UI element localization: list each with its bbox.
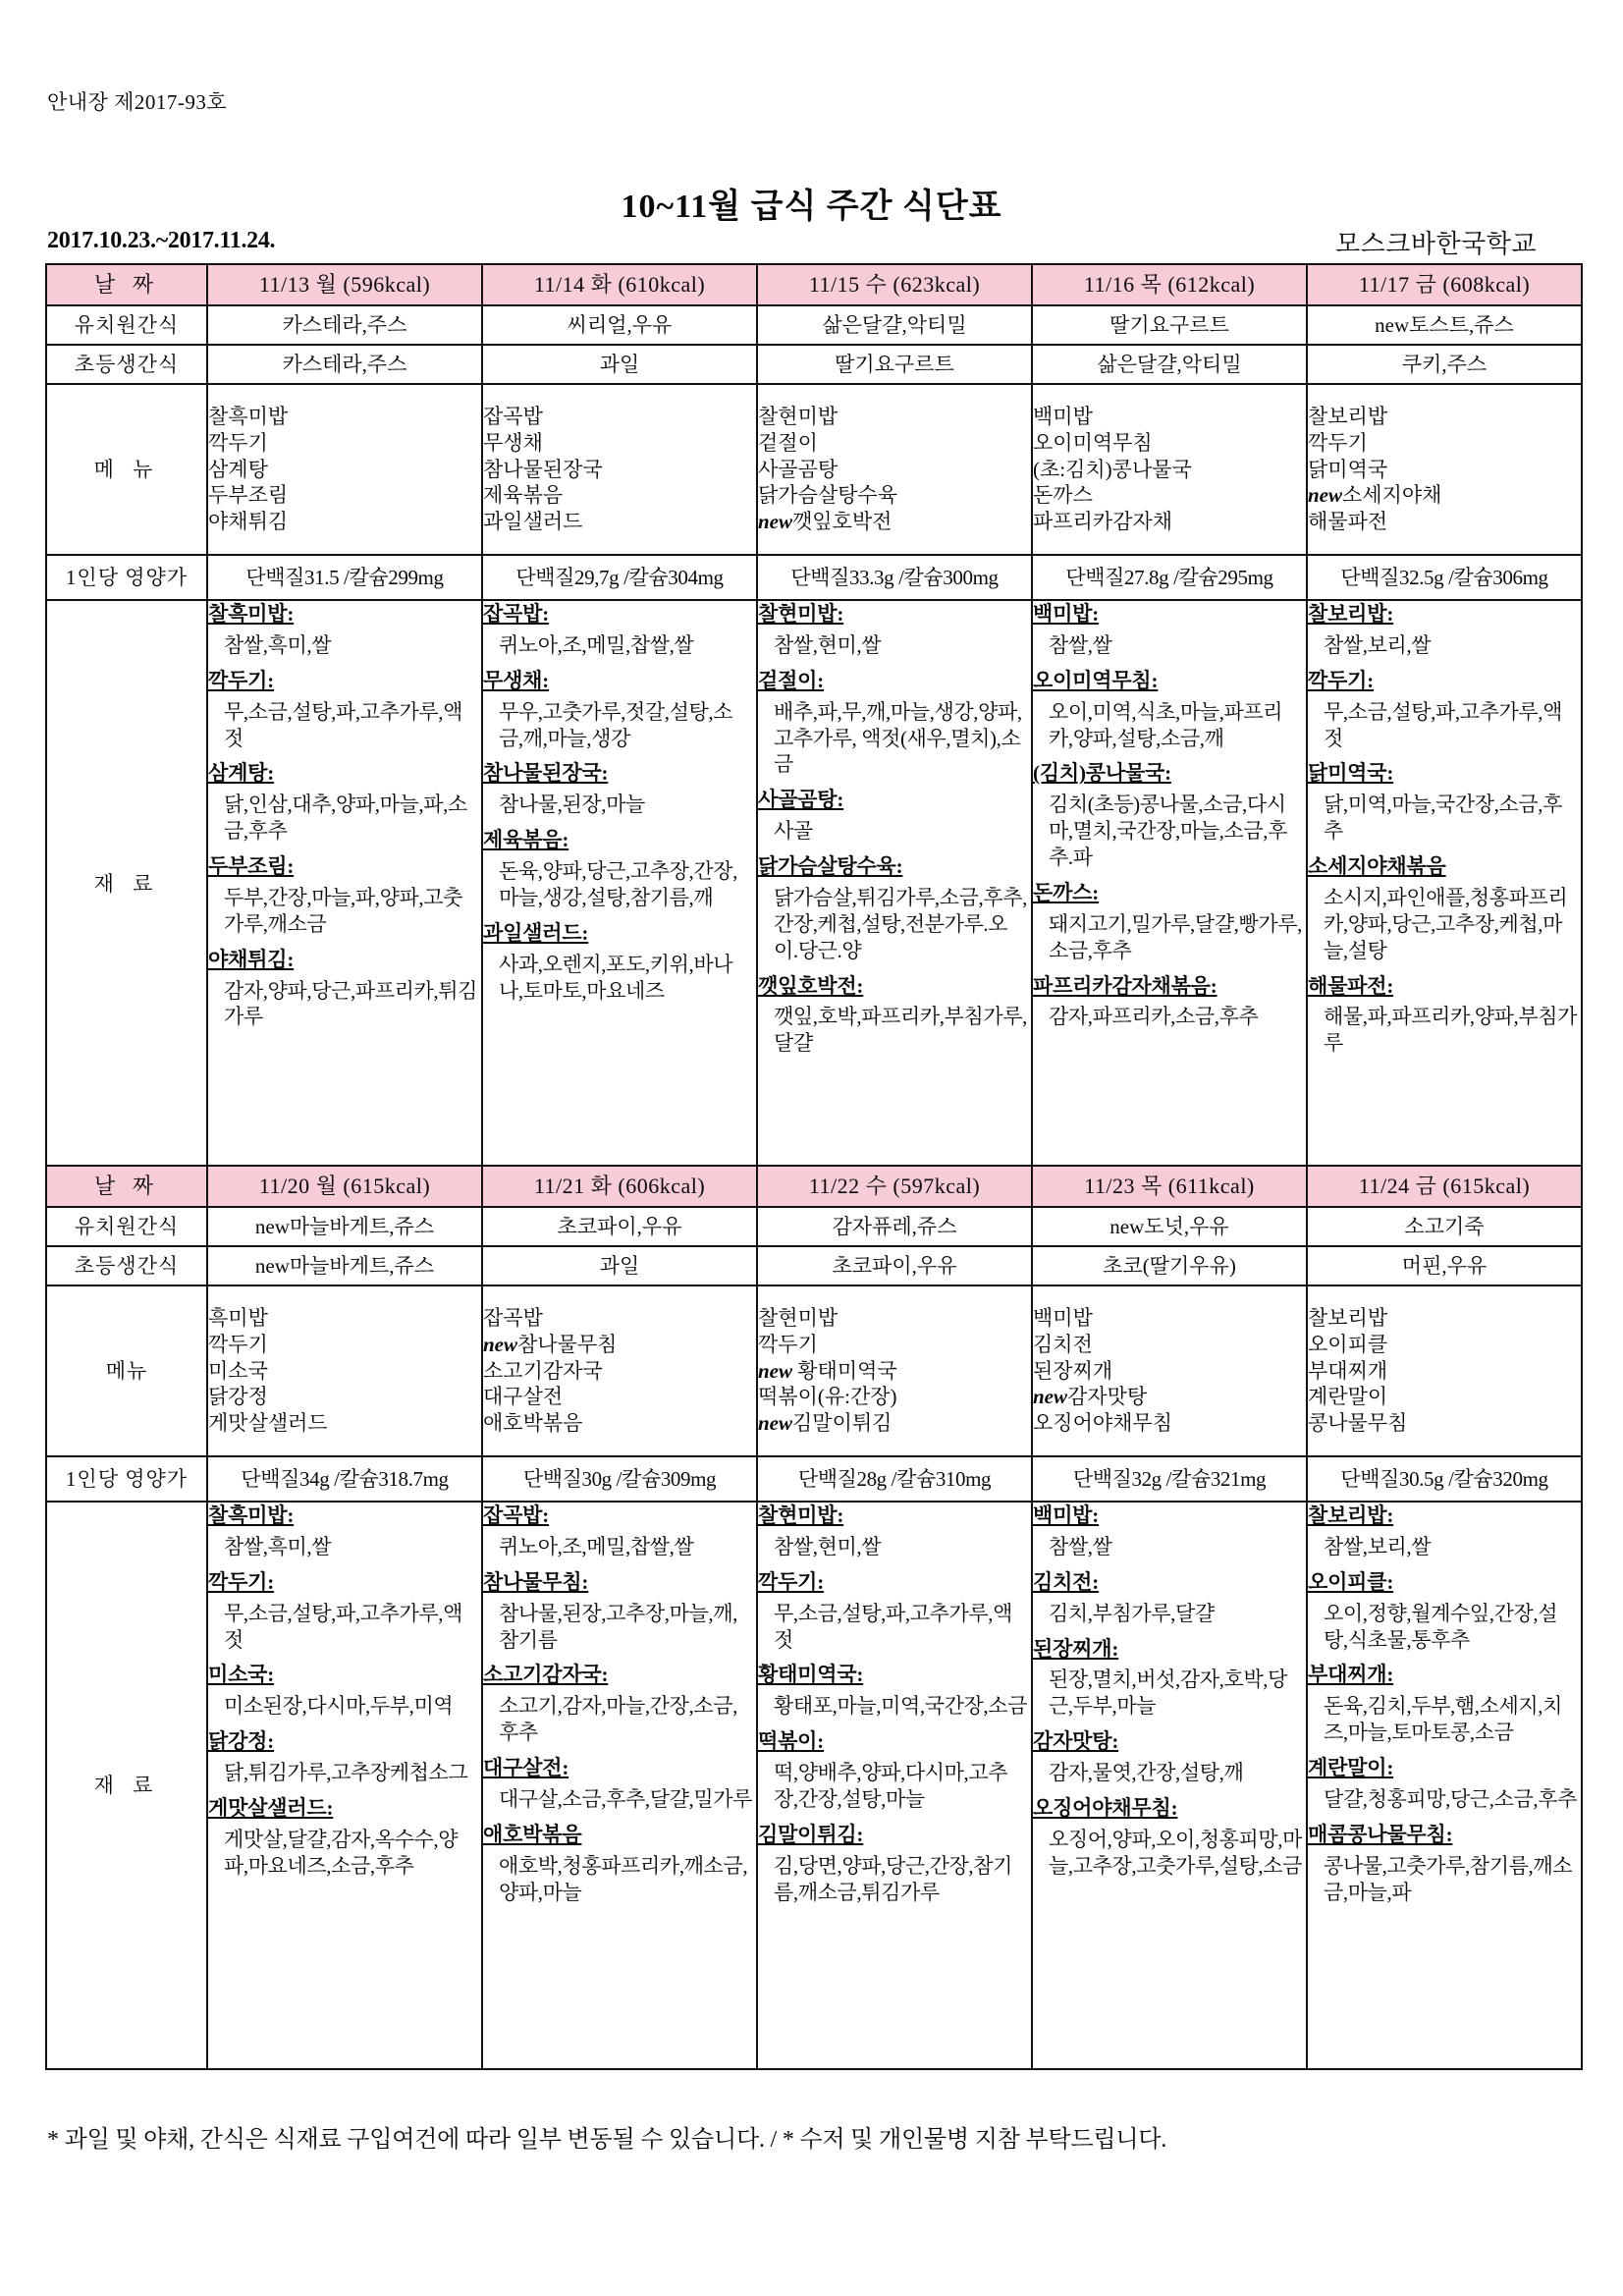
- ingredient-list: 대구살,소금,후추,달걀,밀가루: [499, 1786, 753, 1811]
- ingredient-dish-name: 찰보리밥:: [1308, 602, 1394, 626]
- ingredient-dish-name: 백미밥:: [1033, 602, 1100, 626]
- elementary-snack-cell: 과일: [482, 1246, 757, 1285]
- menu-cell: [207, 1285, 482, 1456]
- ingredient-dish-name: 대구살전:: [483, 1756, 569, 1779]
- ingredient-list: 무,소금,설탕,파,고추가루,액젓: [774, 1601, 1012, 1652]
- menu-item: 떡볶이(유:간장): [758, 1385, 897, 1409]
- menu-item: 제육볶음: [483, 483, 564, 508]
- menu-item: 찰보리밥: [1308, 404, 1388, 428]
- menu-cell: [757, 1285, 1032, 1456]
- day-header-cell: 11/15 수 (623kcal): [757, 264, 1032, 305]
- ingredient-list: 오이,정향,월계수잎,간장,설탕,식초물,통후추: [1324, 1601, 1558, 1652]
- table-row-elementary-snack: [46, 345, 1582, 384]
- ingredient-dish-name: 무생채:: [483, 668, 550, 692]
- ingredient-list: 사과,오렌지,포도,키위,바나나,토마토,마요네즈: [499, 952, 733, 1003]
- ingredient-list: 참나물,된장,마늘: [499, 793, 645, 817]
- elementary-snack-cell: 쿠키,주스: [1307, 345, 1582, 384]
- menu-item: 닭미역국: [1308, 457, 1388, 481]
- ingredient-list: 소시지,파인애플,청홍파프리카,양파,당근,고추장,케첩,마늘,설탕: [1324, 885, 1568, 962]
- ingredient-list: 달걀,청홍피망,당근,소금,후추: [1324, 1786, 1578, 1811]
- menu-item: 야채튀김: [208, 510, 289, 534]
- day-header-cell: 11/20 월 (615kcal): [207, 1166, 482, 1207]
- ingredient-dish-name: 참나물된장국:: [483, 761, 609, 786]
- menu-item: 찰보리밥: [1308, 1305, 1388, 1330]
- menu-item: 백미밥: [1033, 1305, 1093, 1330]
- menu-item: 무생채: [483, 430, 543, 455]
- ingredient-list: 김치(초등)콩나물,소금,다시마,멸치,국간장,마늘,소금,후추.파: [1049, 793, 1287, 869]
- ingredient-list: 애호박,청홍파프리카,깨소금,양파,마늘: [499, 1853, 748, 1904]
- nutrition-cell: 단백질29,7g /칼슘304mg: [482, 555, 757, 600]
- ingredients-cell: [207, 600, 482, 1168]
- menu-item: 잡곡밥: [483, 1305, 543, 1330]
- ingredient-list: 감자,파프리카,소금,후추: [1049, 1005, 1259, 1029]
- ingredient-dish-name: 깻잎호박전:: [758, 973, 864, 998]
- ingredient-dish-name: 과일샐러드:: [483, 920, 589, 945]
- ingredients-cell: [757, 1502, 1032, 2069]
- row-label-nutrition: 1인당 영양가: [46, 555, 207, 600]
- menu-item: 게맛살샐러드: [208, 1411, 328, 1436]
- day-header-cell: 11/24 금 (615kcal): [1307, 1166, 1582, 1207]
- elementary-snack-cell: 초코(딸기우유): [1032, 1246, 1307, 1285]
- kindergarten-snack-cell: 씨리얼,우유: [482, 305, 757, 345]
- elementary-snack-cell: 삶은달걀,악티밀: [1032, 345, 1307, 384]
- ingredient-dish-name: 오이미역무침:: [1033, 668, 1159, 692]
- ingredient-dish-name: 깍두기:: [208, 1569, 275, 1594]
- document-number: 안내장 제2017-93호: [47, 90, 228, 114]
- menu-item: 두부조림: [208, 483, 289, 508]
- ingredient-list: 무우,고춧가루,젓갈,설탕,소금,깨,마늘,생강: [499, 699, 733, 750]
- menu-item: 삼계탕: [208, 457, 268, 481]
- kindergarten-snack-cell: new도넛,우유: [1032, 1207, 1307, 1246]
- menu-item: new소세지야채: [1308, 483, 1442, 508]
- ingredient-dish-name: 된장찌개:: [1033, 1636, 1119, 1661]
- ingredient-dish-name: 파프리카감자채볶음:: [1033, 973, 1217, 998]
- menu-item: 해물파전: [1308, 510, 1388, 534]
- nutrition-cell: 단백질32g /칼슘321mg: [1032, 1456, 1307, 1502]
- kindergarten-snack-cell: 초코파이,우유: [482, 1207, 757, 1246]
- row-label-kindergarten-snack: 유치원간식: [46, 1207, 207, 1246]
- table-row-menu: [46, 384, 1582, 555]
- menu-cell: [1032, 384, 1307, 555]
- menu-item: 닭가슴살탕수육: [758, 483, 898, 508]
- ingredient-list: 깻잎,호박,파프리카,부침가루,달걀: [774, 1005, 1028, 1056]
- ingredient-list: 참쌀,쌀: [1049, 632, 1112, 657]
- menu-item: 애호박볶음: [483, 1411, 583, 1436]
- row-label-ingredients: 재 료: [46, 1502, 207, 2069]
- ingredient-list: 해물,파,파프리카,양파,부침가루: [1324, 1005, 1578, 1056]
- week2-menu-table: [45, 1165, 1583, 2070]
- ingredient-dish-name: 사골곰탕:: [758, 788, 844, 812]
- ingredient-dish-name: 닭미역국:: [1308, 761, 1394, 786]
- menu-item: 겉절이: [758, 430, 818, 455]
- ingredient-list: 돼지고기,밀가루,달걀,빵가루,소금,후추: [1049, 911, 1303, 962]
- ingredient-dish-name: 깍두기:: [208, 668, 275, 692]
- ingredient-dish-name: 부대찌개:: [1308, 1663, 1394, 1687]
- menu-item: 깍두기: [758, 1332, 818, 1356]
- nutrition-cell: 단백질32.5g /칼슘306mg: [1307, 555, 1582, 600]
- ingredient-list: 닭가슴살,튀김가루,소금,후추,간장,케첩,설탕,전분가루.오이.당근.양: [774, 885, 1028, 962]
- ingredient-list: 참나물,된장,고추장,마늘,깨,참기름: [499, 1601, 737, 1652]
- nutrition-cell: 단백질34g /칼슘318.7mg: [207, 1456, 482, 1502]
- ingredient-list: 무,소금,설탕,파,고추가루,액젓: [224, 699, 462, 750]
- ingredient-dish-name: 오징어야채무침:: [1033, 1795, 1178, 1820]
- elementary-snack-cell: 초코파이,우유: [757, 1246, 1032, 1285]
- ingredient-dish-name: 떡볶이:: [758, 1729, 825, 1754]
- ingredient-list: 닭,튀김가루,고추장케첩소그: [224, 1761, 468, 1784]
- page-title: 10~11월 급식 주간 식단표: [621, 189, 1002, 225]
- ingredient-list: 미소된장,다시마,두부,미역: [224, 1694, 454, 1719]
- menu-item: 깍두기: [208, 1332, 268, 1356]
- ingredient-dish-name: 참나물무침:: [483, 1569, 589, 1594]
- ingredient-dish-name: 겉절이:: [758, 668, 825, 692]
- ingredient-dish-name: 해물파전:: [1308, 973, 1394, 998]
- nutrition-cell: 단백질27.8g /칼슘295mg: [1032, 555, 1307, 600]
- ingredients-cell: [1032, 600, 1307, 1168]
- ingredients-cell: [757, 600, 1032, 1168]
- menu-cell: [1307, 384, 1582, 555]
- row-label-ingredients: 재 료: [46, 600, 207, 1168]
- menu-item: 참나물된장국: [483, 457, 603, 481]
- ingredient-list: 감자,양파,당근,파프리카,튀김가루: [224, 978, 478, 1029]
- menu-item: 오이피클: [1308, 1332, 1388, 1356]
- ingredient-dish-name: 잡곡밥:: [483, 602, 550, 626]
- menu-cell: [1032, 1285, 1307, 1456]
- row-label-elementary-snack: 초등생간식: [46, 345, 207, 384]
- ingredient-dish-name: 백미밥:: [1033, 1503, 1100, 1527]
- menu-item: 사골곰탕: [758, 457, 839, 481]
- table-row-ingredients: [46, 1502, 1582, 2069]
- day-header-cell: 11/16 목 (612kcal): [1032, 264, 1307, 305]
- kindergarten-snack-cell: 카스테라,주스: [207, 305, 482, 345]
- ingredient-list: 돈육,양파,당근,고추장,간장,마늘,생강,설탕,참기름,깨: [499, 859, 737, 909]
- ingredient-list: 김,당면,양파,당근,간장,참기름,깨소금,튀김가루: [774, 1853, 1012, 1904]
- menu-item: 과일샐러드: [483, 510, 583, 534]
- ingredient-list: 돈육,김치,두부,햄,소세지,치즈,마늘,토마토콩,소금: [1324, 1694, 1562, 1745]
- menu-item: new참나물무침: [483, 1332, 618, 1356]
- ingredient-list: 참쌀,현미,쌀: [774, 1534, 882, 1558]
- menu-item: 소고기감자국: [483, 1358, 603, 1383]
- ingredient-list: 참쌀,흑미,쌀: [224, 1534, 332, 1558]
- table-row-elementary-snack: [46, 1246, 1582, 1285]
- menu-cell: [482, 384, 757, 555]
- ingredient-dish-name: 찰보리밥:: [1308, 1503, 1394, 1527]
- ingredient-list: 배추,파,무,깨,마늘,생강,양파,고추가루, 액젓(새우,멸치),소금: [774, 699, 1022, 777]
- ingredient-dish-name: 돈까스:: [1033, 880, 1100, 904]
- row-label-kindergarten-snack: 유치원간식: [46, 305, 207, 345]
- ingredient-dish-name: 깍두기:: [758, 1569, 825, 1594]
- ingredient-list: 무,소금,설탕,파,고추가루,액젓: [224, 1601, 462, 1652]
- ingredient-list: 닭,인삼,대추,양파,마늘,파,소금,후추: [224, 793, 467, 844]
- ingredient-dish-name: 찰현미밥:: [758, 1503, 844, 1527]
- ingredient-dish-name: 야채튀김:: [208, 947, 295, 971]
- ingredient-dish-name: 잡곡밥:: [483, 1503, 550, 1527]
- elementary-snack-cell: 카스테라,주스: [207, 345, 482, 384]
- day-header-cell: 11/14 화 (610kcal): [482, 264, 757, 305]
- menu-item: new깻잎호박전: [758, 510, 893, 534]
- ingredient-list: 참쌀,쌀: [1049, 1534, 1112, 1558]
- menu-item: 부대찌개: [1308, 1358, 1388, 1383]
- menu-item: 흑미밥: [208, 1305, 268, 1330]
- ingredient-dish-name: 깍두기:: [1308, 668, 1375, 692]
- kindergarten-snack-cell: new마늘바게트,쥬스: [207, 1207, 482, 1246]
- table-row-ingredients: [46, 600, 1582, 1168]
- menu-item: 돈까스: [1033, 483, 1093, 508]
- table-row-kindergarten-snack: [46, 305, 1582, 345]
- table-row-nutrition: [46, 555, 1582, 600]
- ingredient-dish-name: 애호박볶음: [483, 1822, 582, 1846]
- nutrition-cell: 단백질30.5g /칼슘320mg: [1307, 1456, 1582, 1502]
- menu-item: 대구살전: [483, 1385, 564, 1409]
- nutrition-cell: 단백질30g /칼슘309mg: [482, 1456, 757, 1502]
- menu-item: 된장찌개: [1033, 1358, 1113, 1383]
- kindergarten-snack-cell: 딸기요구르트: [1032, 305, 1307, 345]
- table-row-dates: [46, 264, 1582, 305]
- table-row-dates: [46, 1166, 1582, 1207]
- ingredient-list: 사골: [774, 819, 813, 844]
- ingredient-list: 무,소금,설탕,파,고추가루,액젓: [1324, 699, 1562, 750]
- day-header-cell: 11/17 금 (608kcal): [1307, 264, 1582, 305]
- table-row-kindergarten-snack: [46, 1207, 1582, 1246]
- menu-item: 김치전: [1033, 1332, 1093, 1356]
- table-row-menu: [46, 1285, 1582, 1456]
- ingredient-list: 된장,멸치,버섯,감자,호박,당근,두부,마늘: [1049, 1667, 1287, 1719]
- menu-item: 찰현미밥: [758, 404, 839, 428]
- footnote: * 과일 및 야채, 간식은 식재료 구입여건에 따라 일부 변동될 수 있습니다. / * 수저 및 개인물병 지참 부탁드립니다.: [47, 2127, 1167, 2153]
- ingredient-dish-name: 미소국:: [208, 1663, 275, 1687]
- ingredient-dish-name: 감자맛탕:: [1033, 1729, 1119, 1754]
- ingredient-dish-name: 닭가슴살탕수육:: [758, 854, 903, 878]
- menu-item: 파프리카감자채: [1033, 510, 1173, 534]
- ingredient-dish-name: 삼계탕:: [208, 761, 275, 786]
- kindergarten-snack-cell: 삶은달걀,악티밀: [757, 305, 1032, 345]
- menu-item: 오이미역무침: [1033, 430, 1153, 455]
- elementary-snack-cell: new마늘바게트,쥬스: [207, 1246, 482, 1285]
- ingredient-dish-name: 김말이튀김:: [758, 1822, 864, 1846]
- ingredient-list: 두부,간장,마늘,파,양파,고춧가루,깨소금: [224, 885, 462, 936]
- ingredient-dish-name: 소고기감자국:: [483, 1663, 609, 1687]
- period-range: 2017.10.23.~2017.11.24.: [47, 228, 276, 253]
- nutrition-cell: 단백질31.5 /칼슘299mg: [207, 555, 482, 600]
- menu-item: 계란말이: [1308, 1385, 1388, 1409]
- ingredient-list: 게맛살,달걀,감자,옥수수,양파,마요네즈,소금,후추: [224, 1827, 459, 1878]
- ingredient-list: 퀴노아,조,메밀,찹쌀,쌀: [499, 632, 694, 657]
- ingredient-list: 참쌀,흑미,쌀: [224, 632, 332, 657]
- school-name: 모스크바한국학교: [1335, 230, 1537, 258]
- ingredient-dish-name: (김치)콩나물국:: [1033, 761, 1171, 786]
- menu-item: 닭강정: [208, 1385, 268, 1409]
- ingredient-list: 김치,부침가루,달걀: [1049, 1601, 1215, 1625]
- table-row-nutrition: [46, 1456, 1582, 1502]
- menu-item: new감자맛탕: [1033, 1385, 1148, 1409]
- row-label-date: 날 짜: [46, 1166, 207, 1207]
- ingredient-list: 떡,양배추,양파,다시마,고추장,간장,설탕,마늘: [774, 1761, 1008, 1811]
- menu-item: 백미밥: [1033, 404, 1093, 428]
- ingredient-list: 콩나물,고춧가루,참기름,깨소금,마늘,파: [1324, 1853, 1573, 1904]
- day-header-cell: 11/21 화 (606kcal): [482, 1166, 757, 1207]
- ingredient-dish-name: 두부조림:: [208, 854, 295, 878]
- ingredients-cell: [482, 600, 757, 1168]
- ingredients-cell: [207, 1502, 482, 2069]
- elementary-snack-cell: 머핀,우유: [1307, 1246, 1582, 1285]
- day-header-cell: 11/23 목 (611kcal): [1032, 1166, 1307, 1207]
- ingredient-list: 참쌀,보리,쌀: [1324, 1534, 1432, 1558]
- ingredient-dish-name: 게맛살샐러드:: [208, 1795, 334, 1820]
- day-header-cell: 11/22 수 (597kcal): [757, 1166, 1032, 1207]
- menu-item: 찰흑미밥: [208, 404, 289, 428]
- ingredient-list: 오징어,양파,오이,청홍피망,마늘,고추장,고춧가루,설탕,소금: [1049, 1827, 1303, 1878]
- week1-menu-table: [45, 263, 1583, 1169]
- ingredient-list: 닭,미역,마늘,국간장,소금,후추: [1324, 793, 1562, 844]
- menu-cell: [1307, 1285, 1582, 1456]
- ingredient-dish-name: 계란말이:: [1308, 1756, 1394, 1779]
- ingredient-dish-name: 김치전:: [1033, 1569, 1100, 1594]
- ingredients-cell: [1307, 600, 1582, 1168]
- elementary-snack-cell: 딸기요구르트: [757, 345, 1032, 384]
- menu-item: 깍두기: [1308, 430, 1368, 455]
- menu-item: 깍두기: [208, 430, 268, 455]
- ingredients-cell: [1032, 1502, 1307, 2069]
- row-label-menu: 메뉴: [46, 1285, 207, 1456]
- ingredient-dish-name: 닭강정:: [208, 1729, 275, 1754]
- row-label-nutrition: 1인당 영양가: [46, 1456, 207, 1502]
- ingredient-list: 참쌀,현미,쌀: [774, 632, 882, 657]
- ingredient-dish-name: 찰흑미밥:: [208, 602, 295, 626]
- ingredient-dish-name: 찰흑미밥:: [208, 1503, 295, 1527]
- menu-cell: [207, 384, 482, 555]
- ingredient-dish-name: 제육볶음:: [483, 828, 569, 852]
- ingredient-list: 퀴노아,조,메밀,찹쌀,쌀: [499, 1534, 694, 1558]
- ingredient-dish-name: 오이피클:: [1308, 1569, 1394, 1594]
- ingredients-cell: [1307, 1502, 1582, 2069]
- nutrition-cell: 단백질33.3g /칼슘300mg: [757, 555, 1032, 600]
- ingredient-list: 황태포,마늘,미역,국간장,소금: [774, 1694, 1028, 1719]
- nutrition-cell: 단백질28g /칼슘310mg: [757, 1456, 1032, 1502]
- row-label-date: 날 짜: [46, 264, 207, 305]
- menu-item: 콩나물무침: [1308, 1411, 1408, 1436]
- menu-item: (초:김치)콩나물국: [1033, 457, 1192, 481]
- ingredient-list: 감자,물엿,간장,설탕,깨: [1049, 1761, 1244, 1784]
- menu-cell: [757, 384, 1032, 555]
- menu-item: 찰현미밥: [758, 1305, 839, 1330]
- menu-item: 오징어야채무침: [1033, 1411, 1173, 1436]
- ingredient-dish-name: 매콤콩나물무침:: [1308, 1822, 1453, 1846]
- ingredient-dish-name: 찰현미밥:: [758, 602, 844, 626]
- ingredient-dish-name: 황태미역국:: [758, 1663, 864, 1687]
- kindergarten-snack-cell: new토스트,쥬스: [1307, 305, 1582, 345]
- elementary-snack-cell: 과일: [482, 345, 757, 384]
- ingredient-list: 오이,미역,식초,마늘,파프리카,양파,설탕,소금,깨: [1049, 699, 1283, 750]
- menu-item: new 황태미역국: [758, 1358, 897, 1383]
- day-header-cell: 11/13 월 (596kcal): [207, 264, 482, 305]
- row-label-menu: 메 뉴: [46, 384, 207, 555]
- menu-item: 미소국: [208, 1358, 268, 1383]
- ingredient-list: 참쌀,보리,쌀: [1324, 632, 1432, 657]
- row-label-elementary-snack: 초등생간식: [46, 1246, 207, 1285]
- menu-item: new김말이튀김: [758, 1411, 893, 1436]
- menu-item: 잡곡밥: [483, 404, 543, 428]
- kindergarten-snack-cell: 감자퓨레,쥬스: [757, 1207, 1032, 1246]
- menu-cell: [482, 1285, 757, 1456]
- ingredient-list: 소고기,감자,마늘,간장,소금,후추: [499, 1694, 737, 1745]
- kindergarten-snack-cell: 소고기죽: [1307, 1207, 1582, 1246]
- ingredients-cell: [482, 1502, 757, 2069]
- ingredient-dish-name: 소세지야채볶음: [1308, 854, 1446, 878]
